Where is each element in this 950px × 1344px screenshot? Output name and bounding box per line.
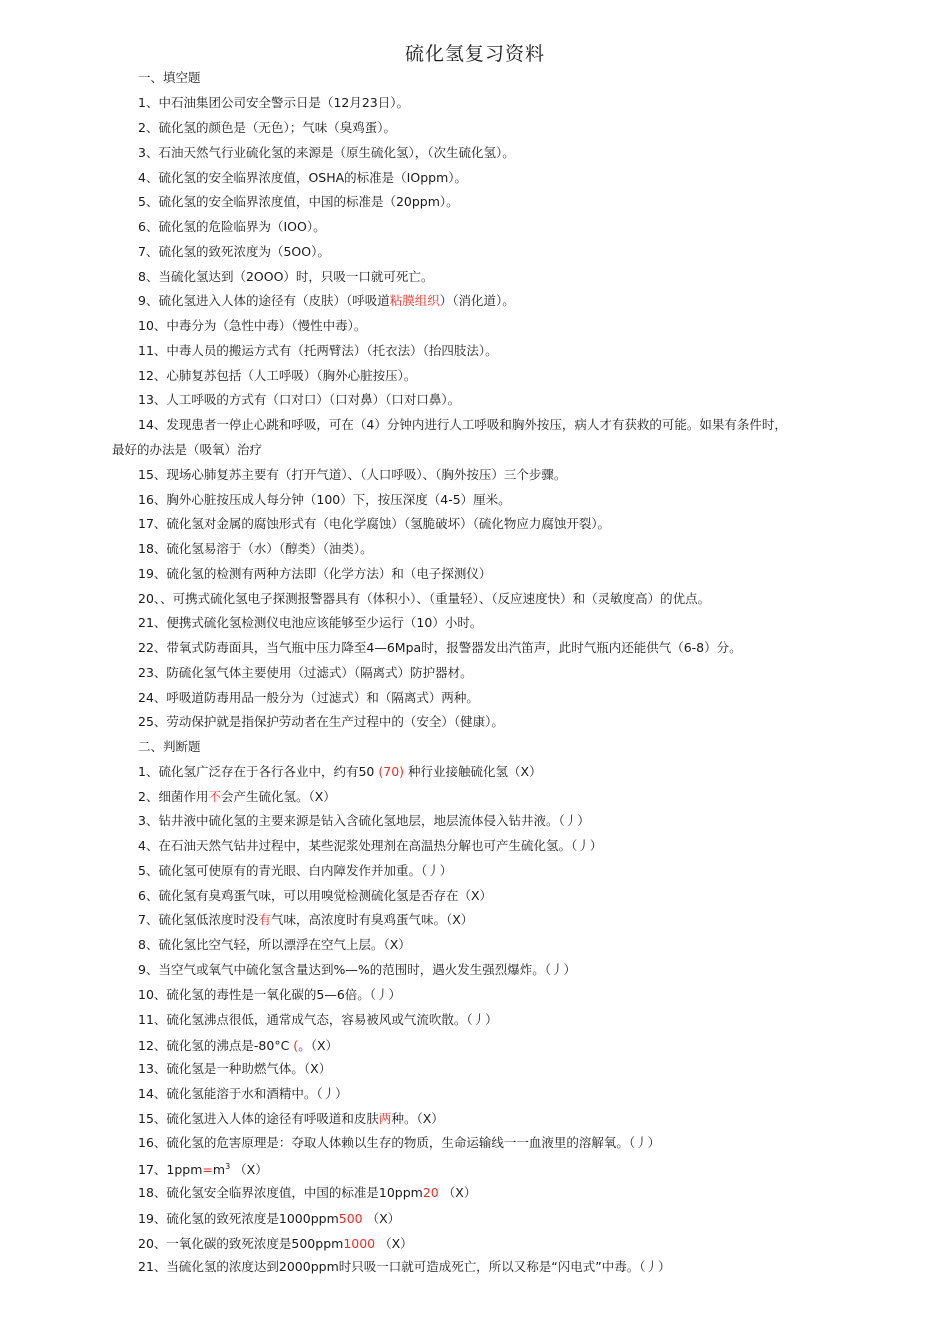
document-title: 硫化氢复习资料 [404, 43, 545, 65]
judge-q20-mark: （X） [379, 1236, 413, 1251]
judge-q19 [138, 1209, 400, 1229]
judge-q1 [138, 762, 542, 782]
fill-q24: 24、呼吸道防毒用品一般分为（过滤式）和（隔离式）两种。 [138, 690, 479, 705]
fill-q20: 20、、可携式硫化氢电子探测报警器具有（体积小）、（重量轻）、（反应速度快）和（灵敏度高）的优点。 [138, 591, 711, 606]
judge-q18-mark: （X） [442, 1185, 477, 1200]
judge-q17 [138, 1160, 268, 1180]
section-heading-fill: 一、填空题 [138, 70, 201, 85]
fill-q5: 5、硫化氢的安全临界浓度值，中国的标准是（20ppm）。 [138, 194, 459, 209]
fill-q21: 21、便携式硫化氢检测仪电池应该能够至少运行（10）小时。 [138, 615, 483, 630]
fill-q10: 10、中毒分为（急性中毒）（慢性中毒）。 [138, 318, 367, 333]
judge-q1-text-end: 种行业接触硫化氢（X） [408, 764, 542, 779]
fill-q11: 11、中毒人员的搬运方式有（托两臂法）（托衣法）（抬四肢法）。 [138, 343, 498, 358]
judge-q7-highlight: 有 [258, 912, 271, 927]
judge-q12-text: 12、硫化氢的沸点是-80°C [138, 1038, 290, 1053]
judge-q20 [138, 1234, 413, 1254]
fill-q9-text: 9、硫化氢进入人体的途径有（皮肤）（呼吸道 [138, 293, 390, 308]
judge-q10: 10、硫化氢的毒性是一氧化碳的5—6倍。（丿） [138, 987, 402, 1002]
judge-q8: 8、硫化氢比空气轻，所以漂浮在空气上层。（X） [138, 937, 411, 952]
judge-q5: 5、硫化氢可使原有的青光眼、白内障发作并加重。（丿） [138, 863, 453, 878]
judge-q13: 13、硫化氢是一种助燃气体。（X） [138, 1061, 332, 1076]
fill-q19: 19、硫化氢的检测有两种方法即（化学方法）和（电子探测仪） [138, 566, 492, 581]
judge-q14: 14、硫化氢能溶于水和酒精中。（丿） [138, 1086, 348, 1101]
judge-q20-text: 20、一氧化碳的致死浓度是500ppm [138, 1236, 344, 1251]
judge-q15-text-end: 种。（X） [391, 1111, 444, 1126]
fill-q17: 17、硫化氢对金属的腐蚀形式有（电化学腐蚀）（氢脆破坏）（硫化物应力腐蚀开裂）。 [138, 516, 611, 531]
fill-q23: 23、防硫化氢气体主要使用（过滤式）（隔离式）防护器材。 [138, 665, 473, 680]
judge-q7-text-end: 气味，高浓度时有臭鸡蛋气味。（X） [270, 912, 474, 927]
judge-q12-text-end: 。（X） [298, 1038, 339, 1053]
fill-q4: 4、硫化氢的安全临界浓度值，OSHA的标准是（IOppm）。 [138, 170, 467, 185]
judge-q1-text: 1、硫化氢广泛存在于各行各业中，约有50 [138, 764, 375, 779]
judge-q19-text: 19、硫化氢的致死浓度是1000ppm [138, 1211, 339, 1226]
fill-q9-text-end: ）（消化道）。 [439, 293, 515, 308]
fill-q8: 8、当硫化氢达到（2OOO）时，只吸一口就可死亡。 [138, 269, 434, 284]
judge-q17-unit: m [212, 1162, 226, 1177]
fill-q18: 18、硫化氢易溶于（水）（醇类）（油类）。 [138, 541, 373, 556]
judge-q3: 3、钻井液中硫化氢的主要来源是钻入含硫化氢地层，地层流体侵入钻井液。（丿） [138, 813, 590, 828]
judge-q9: 9、当空气或氧气中硫化氢含量达到%—%的范围时，遇火发生强烈爆炸。（丿） [138, 962, 576, 977]
section-heading-judge: 二、判断题 [138, 739, 201, 754]
judge-q2-text-end: 会产生硫化氢。（X） [220, 789, 336, 804]
judge-q2-highlight: 不 [208, 789, 221, 804]
fill-q1: 1、中石油集团公司安全警示日是（12月23日）。 [138, 95, 410, 110]
fill-q3: 3、石油天然气行业硫化氢的来源是（原生硫化氢），（次生硫化氢）。 [138, 145, 515, 160]
fill-q14-cont: 最好的办法是（吸氧）治疗 [112, 442, 263, 457]
judge-q18-highlight: 20 [422, 1185, 439, 1200]
fill-q2: 2、硫化氢的颜色是（无色）；气味（臭鸡蛋）。 [138, 120, 396, 135]
fill-q9-highlight: 粘膜组织 [389, 293, 440, 308]
judge-q16: 16、硫化氢的危害原理是：夺取人体赖以生存的物质，生命运输线一一血液里的溶解氧。（丿） [138, 1135, 661, 1150]
fill-q6: 6、硫化氢的危险临界为（IOO）。 [138, 219, 326, 234]
judge-q6: 6、硫化氢有臭鸡蛋气味，可以用嗅觉检测硫化氢是否存在（X） [138, 888, 493, 903]
judge-q17-text: 17、1ppm [138, 1162, 203, 1177]
judge-q15-highlight: 两 [378, 1111, 392, 1126]
fill-q9 [138, 291, 515, 311]
judge-q4: 4、在石油天然气钻井过程中，某些泥浆处理剂在高温热分解也可产生硫化氢。（丿） [138, 838, 603, 853]
judge-q15-text: 15、硫化氢进入人体的途径有呼吸道和皮肤 [138, 1111, 379, 1126]
fill-q14: 14、发现患者一停止心跳和呼吸，可在（4）分钟内进行人工呼吸和胸外按压，病人才有获救的可能。如果有条件时， [138, 417, 787, 432]
judge-q1-highlight: (70) [378, 764, 405, 779]
judge-q12 [138, 1036, 338, 1056]
judge-q17-mark: （X） [234, 1162, 268, 1177]
judge-q20-highlight: 1000 [343, 1236, 376, 1251]
judge-q7-text: 7、硫化氢低浓度时没 [138, 912, 259, 927]
fill-q25: 25、劳动保护就是指保护劳动者在生产过程中的（安全）（健康）。 [138, 714, 504, 729]
judge-q2 [138, 787, 336, 807]
judge-q17-superscript: 3 [225, 1161, 231, 1171]
fill-q7: 7、硫化氢的致死浓度为（5OO）。 [138, 244, 330, 259]
fill-q16: 16、胸外心脏按压成人每分钟（100）下，按压深度（4-5）厘米。 [138, 492, 511, 507]
judge-q19-mark: （X） [366, 1211, 401, 1226]
fill-q13: 13、人工呼吸的方式有（口对口）（口对鼻）（口对口鼻）。 [138, 392, 461, 407]
fill-q15: 15、现场心肺复苏主要有（打开气道）、（人口呼吸）、（胸外按压）三个步骤。 [138, 467, 567, 482]
judge-q12-highlight: ( [293, 1038, 299, 1053]
fill-q22: 22、带氧式防毒面具，当气瓶中压力降至4—6Mpa时，报警器发出汽笛声，此时气瓶内还能供气（6-8）分。 [138, 640, 742, 655]
judge-q19-highlight: 500 [338, 1211, 363, 1226]
judge-q17-highlight: = [202, 1162, 213, 1177]
judge-q15 [138, 1109, 444, 1129]
judge-q18-text: 18、硫化氢安全临界浓度值，中国的标准是10ppm [138, 1185, 423, 1200]
fill-q12: 12、心肺复苏包括（人工呼吸）（胸外心脏按压）。 [138, 368, 417, 383]
judge-q21: 21、当硫化氢的浓度达到2000ppm时只吸一口就可造成死亡，所以又称是“闪电式”中毒。（丿） [138, 1259, 671, 1274]
judge-q11: 11、硫化氢沸点很低，通常成气态，容易被风或气流吹散。（丿） [138, 1012, 498, 1027]
judge-q2-text: 2、细菌作用 [138, 789, 209, 804]
judge-q18 [138, 1183, 476, 1203]
judge-q7 [138, 910, 473, 930]
